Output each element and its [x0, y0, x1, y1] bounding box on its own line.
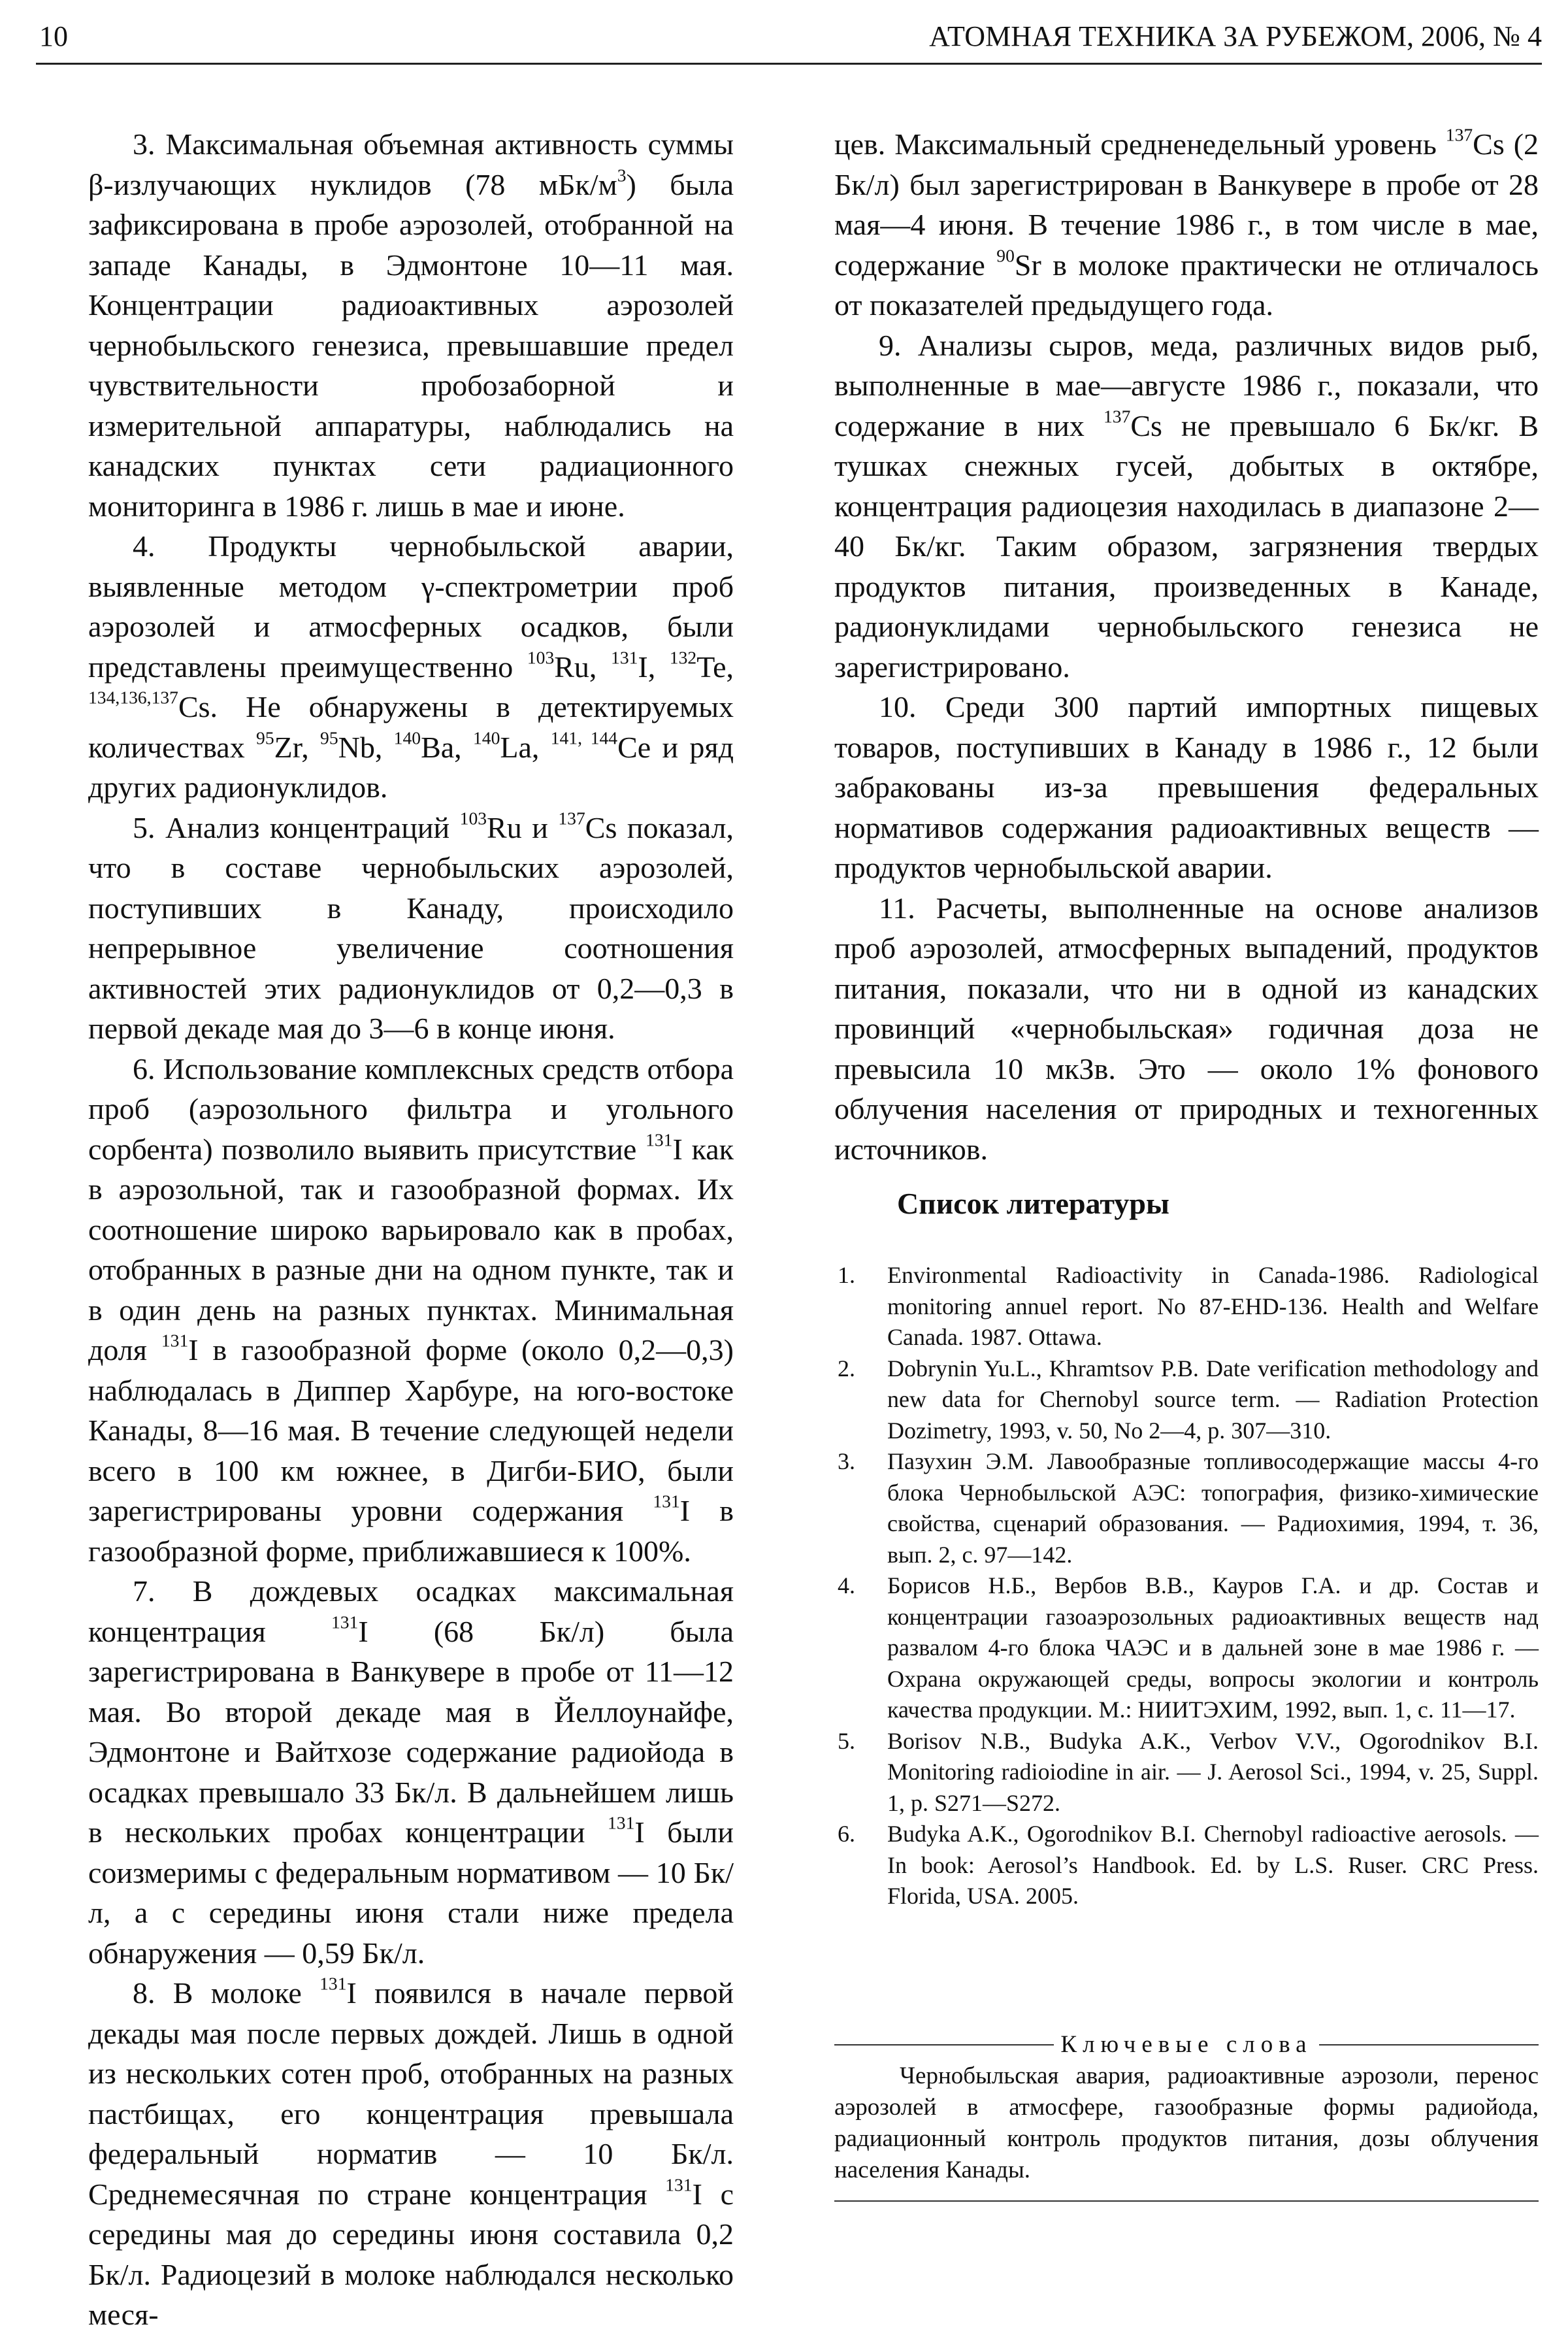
references-list: [838, 1260, 1539, 1912]
keywords-title: Ключевые слова: [1060, 2031, 1313, 2058]
body-paragraph: [88, 1973, 734, 2335]
isotope-mass-number: 95: [256, 727, 274, 748]
paragraph-text: I (68 Бк/л) была зарегистрирована в Ванкувере в пробе от 11—12 мая. Во второй декаде мая в Йеллоунайфе, Эдмонтоне и Вайтхозе содержание радиойода в осадках превышало 33 Бк/л. В дальнейшем лишь в нескольких пробах концентрации: [88, 1614, 734, 1849]
paragraph-text: Cs не превышало 6 Бк/кг. В тушках снежных гусей, добытых в октябре, концентрация радиоцезия находилась в диапазоне 2—40 Бк/кг. Таким образом, загрязнения твердых продуктов питания, произведенных в Канаде, радионуклидами чернобыльского генезиса не зарегистрировано.: [834, 408, 1539, 684]
reference-text: Борисов Н.Б., Вербов В.В., Кауров Г.А. и др. Состав и концентрации газоаэрозольных радиоактивных веществ над развалом 4-го блока ЧАЭС и в дальней зоне в мае 1986 г. — Охрана окружающей среды, вопросы экологии и контроль качества продукции. М.: НИИТЭХИМ, 1992, вып. 1, с. 11—17.: [887, 1572, 1539, 1723]
body-paragraph: [88, 1571, 734, 1973]
isotope-mass-number: 140: [472, 727, 500, 748]
keywords-header: [834, 2029, 1539, 2061]
right-column: [834, 124, 1539, 1169]
isotope-mass-number: 95: [320, 727, 338, 748]
isotope-mass-number: 141, 144: [550, 727, 618, 748]
isotope-mass-number: 137: [1103, 405, 1131, 426]
reference-number: 2.: [838, 1355, 855, 1382]
body-paragraph: [88, 124, 734, 526]
isotope-mass-number: 131: [611, 646, 638, 667]
paragraph-text: 8. В молоке: [133, 1976, 320, 2010]
paragraph-text: Ru,: [554, 650, 612, 684]
paragraph-text: Zr,: [274, 730, 321, 764]
isotope-mass-number: 131: [331, 1611, 359, 1632]
isotope-mass-number: 137: [1445, 124, 1473, 145]
paragraph-text: 6. Использование комплексных средств отбора проб (аэрозольного фильтра и угольного сорбента) позволило выявить присутствие: [88, 1052, 734, 1166]
body-paragraph: [88, 526, 734, 808]
header-rule: [36, 63, 1542, 65]
left-column: [88, 124, 734, 2335]
reference-item: [838, 1819, 1539, 1912]
paragraph-text: 4. Продукты чернобыльской аварии, выявленные методом γ-спектрометрии проб аэрозолей и атмосферных осадков, были представлены преимущественно: [88, 529, 734, 684]
reference-text: Dobrynin Yu.L., Khramtsov P.B. Date verification methodology and new data for Chernobyl source term. — Radiation Protection Dozimetry, 1993, v. 50, No 2—4, p. 307—310.: [887, 1355, 1539, 1444]
reference-number: 4.: [838, 1572, 855, 1598]
isotope-mass-number: 131: [607, 1812, 635, 1833]
paragraph-text: 11. Расчеты, выполненные на основе анализов проб аэрозолей, атмосферных выпадений, продуктов питания, показали, что ни в одной из канадских провинций «чернобыльская» годичная доза не превысила 10 мкЗв. Это — около 1% фонового облучения населения от природных и техногенных источников.: [834, 891, 1539, 1166]
paragraph-text: 7. В дождевых осадках максимальная концентрация: [88, 1574, 734, 1648]
isotope-mass-number: 131: [645, 1129, 673, 1150]
isotope-mass-number: 103: [459, 807, 487, 828]
reference-item: [838, 1446, 1539, 1570]
keywords-box: [834, 2029, 1539, 2202]
paragraph-text: Ba,: [421, 730, 473, 764]
paragraph-text: 3. Максимальная объемная активность суммы β-излучающих нуклидов (78 мБк/м: [88, 127, 734, 201]
keywords-bottom-rule: [834, 2200, 1539, 2202]
paragraph-text: Cs (2 Бк/л) был зарегистрирован в Ванкувере в пробе от 28 мая—4 июня. В течение 1986 г., в том числе в мае, содержание: [834, 127, 1539, 282]
paragraph-text: I как в аэрозольной, так и газообразной формах. Их соотношение широко варьировало как в пробах, отобранных в разные дни на одном пункте, так и в один день на разных пунктах. Минимальная доля: [88, 1132, 734, 1366]
paragraph-text: Nb,: [338, 730, 394, 764]
paragraph-text: 5. Анализ концентраций: [133, 810, 460, 844]
isotope-mass-number: 137: [558, 807, 585, 828]
reference-number: 5.: [838, 1727, 855, 1754]
keywords-rule-left: [834, 2044, 1054, 2045]
reference-number: 6.: [838, 1821, 855, 1847]
paragraph-text: I в газообразной форме (около 0,2—0,3) наблюдалась в Диппер Харбуре, на юго-востоке Канады, 8—16 мая. В течение следующей недели всего в 100 км южнее, в Дигби-БИО, были зарегистрированы уровни содержания: [88, 1333, 734, 1527]
paragraph-text: Te,: [696, 650, 734, 684]
body-paragraph: [834, 124, 1539, 325]
isotope-mass-number: 140: [393, 727, 421, 748]
paragraph-text: Ce и ряд других радионуклидов.: [88, 730, 734, 804]
paragraph-text: цев. Максимальный средненедельный уровень: [834, 127, 1446, 161]
paragraph-text: 9. Анализы сыров, меда, различных видов рыб, выполненные в мае—августе 1986 г., показали, что содержание в них: [834, 328, 1539, 442]
reference-number: 1.: [838, 1262, 855, 1288]
paragraph-text: Ru и: [487, 810, 559, 844]
reference-item: [838, 1353, 1539, 1447]
reference-text: Budyka A.K., Ogorodnikov B.I. Chernobyl radioactive aerosols. — In book: Aerosol’s Handbook. Ed. by L.S. Ruser. CRC Press. Florida, USA. 2005.: [887, 1821, 1539, 1909]
paragraph-text: I,: [638, 650, 670, 684]
paragraph-text: I были соизмеримы с федеральным нормативом — 10 Бк/л, а с середины июня стали ниже предела обнаружения — 0,59 Бк/л.: [88, 1815, 734, 1970]
paragraph-text: 10. Среди 300 партий импортных пищевых товаров, поступивших в Канаду в 1986 г., 12 были забракованы из-за превышения федеральных нормативов содержания радиоактивных веществ — продуктов чернобыльской аварии.: [834, 690, 1539, 884]
isotope-mass-number: 131: [319, 1973, 347, 1994]
paragraph-text: Cs. Не обнаружены в детектируемых количествах: [88, 690, 734, 764]
reference-number: 3.: [838, 1448, 855, 1474]
isotope-mass-number: 90: [996, 244, 1015, 265]
paragraph-text: I появился в начале первой декады мая после первых дождей. Лишь в одной из нескольких сотен проб, отобранных на разных пастбищах, его концентрация превышала федеральный норматив — 10 Бк/л. Среднемесячная по стране концентрация: [88, 1976, 734, 2211]
body-paragraph: [834, 687, 1539, 888]
journal-running-head: АТОМНАЯ ТЕХНИКА ЗА РУБЕЖОМ, 2006, № 4: [929, 20, 1542, 52]
reference-item: [838, 1570, 1539, 1726]
isotope-mass-number: 132: [669, 646, 697, 667]
reference-text: Пазухин Э.М. Лавообразные топливосодержащие массы 4-го блока Чернобыльской АЭС: топография, физико-химические свойства, сценарий образования. — Радиохимия, 1994, т. 36, вып. 2, с. 97—142.: [887, 1448, 1539, 1568]
paragraph-text: La,: [500, 730, 551, 764]
paragraph-text: I в газообразной форме, приближавшиеся к 100%.: [88, 1494, 734, 1568]
isotope-mass-number: 131: [653, 1491, 680, 1512]
isotope-mass-number: 131: [161, 1330, 189, 1351]
isotope-mass-number: 103: [527, 646, 555, 667]
references-heading: Список литературы: [897, 1187, 1169, 1220]
keywords-rule-right: [1319, 2044, 1539, 2045]
reference-item: [838, 1260, 1539, 1353]
body-paragraph: [88, 808, 734, 1049]
isotope-mass-number: 131: [665, 2174, 693, 2194]
paragraph-text: ) была зафиксирована в пробе аэрозолей, отобранной на западе Канады, в Эдмонтоне 10—11 мая. Концентрации радиоактивных аэрозолей чернобыльского генезиса, превышавшие предел чувствительности пробозаборной и измерительной аппаратуры, наблюдались на канадских пунктах сети радиационного мониторинга в 1986 г. лишь в мае и июне.: [88, 167, 734, 523]
paragraph-text: Cs показал, что в составе чернобыльских аэрозолей, поступивших в Канаду, происходило непрерывное увеличение соотношения активностей этих радионуклидов от 0,2—0,3 в первой декаде мая до 3—6 в конце июня.: [88, 810, 734, 1045]
reference-text: Borisov N.B., Budyka A.K., Verbov V.V., Ogorodnikov B.I. Monitoring radioiodine in air. — J. Aerosol Sci., 1994, v. 25, Suppl. 1, p. S271—S272.: [887, 1727, 1539, 1816]
paragraph-text: I с середины мая до середины июня составила 0,2 Бк/л. Радиоцезий в молоке наблюдался несколько меся-: [88, 2177, 734, 2331]
isotope-mass-number: 134,136,137: [88, 687, 178, 708]
reference-text: Environmental Radioactivity in Canada-1986. Radiological monitoring annuel report. No 87-EHD-136. Health and Welfare Canada. 1987. Ottawa.: [887, 1262, 1539, 1350]
page-number: 10: [39, 20, 68, 52]
reference-item: [838, 1726, 1539, 1819]
body-paragraph: [834, 325, 1539, 687]
isotope-mass-number: 3: [617, 164, 627, 185]
paragraph-text: Sr в молоке практически не отличалось от показателей предыдущего года.: [834, 248, 1539, 322]
body-paragraph: [834, 888, 1539, 1170]
body-paragraph: [88, 1049, 734, 1572]
keywords-text: Чернобыльская авария, радиоактивные аэрозоли, перенос аэрозолей в атмосфере, газообразные формы радиойода, радиационный контроль продуктов питания, дозы облучения населения Канады.: [834, 2062, 1539, 2183]
